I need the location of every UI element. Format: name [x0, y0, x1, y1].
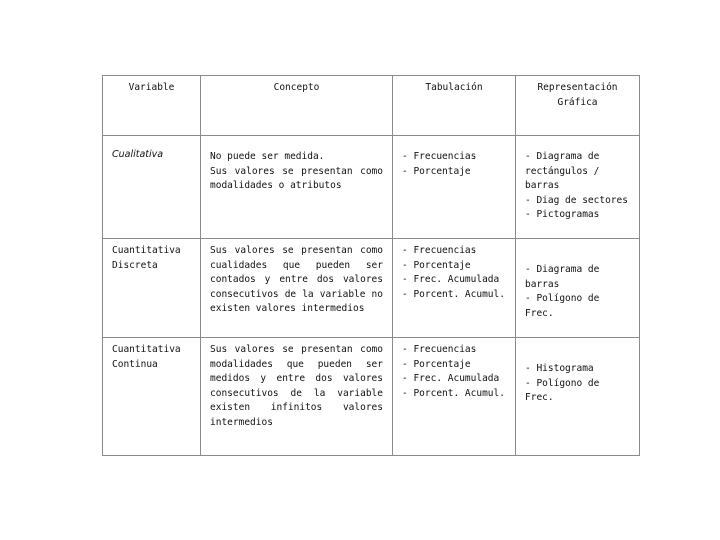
cell-representacion [516, 338, 640, 456]
representacion-item: - Pictogramas [525, 209, 600, 220]
tabulacion-item: - Porcentaje [402, 358, 471, 370]
concepto-line: No puede ser medida. [210, 151, 325, 162]
variable-types-table [102, 75, 640, 456]
table-row [103, 239, 640, 338]
tabulacion-item: - Porcent. Acumul. [402, 387, 505, 399]
header-representacion-line1: Representación [537, 82, 618, 93]
header-concepto: Concepto [201, 76, 393, 136]
cell-concepto [201, 136, 393, 239]
tabulacion-item: - Porcentaje [402, 165, 471, 177]
representacion-item: - Diag de sectores [525, 194, 628, 206]
cell-representacion [516, 136, 640, 239]
representacion-item: - Diagrama de rectángulos / barras [525, 151, 600, 191]
cell-variable: Cualitativa [103, 136, 201, 239]
representacion-item: - Diagrama de barras [525, 264, 600, 290]
tabulacion-item: - Frec. Acumulada [402, 373, 500, 384]
table-row [103, 136, 640, 239]
header-representacion [516, 76, 640, 136]
cell-variable: Cuantitativa Discreta [103, 239, 201, 338]
tabulacion-item: - Porcentaje [402, 259, 471, 271]
cell-tabulacion [393, 239, 516, 338]
representacion-item: - Polígono de Frec. [525, 293, 600, 319]
cell-variable: Cuantitativa Continua [103, 338, 201, 456]
cell-tabulacion [393, 338, 516, 456]
header-representacion-line2: Gráfica [557, 96, 598, 108]
table-row [103, 338, 640, 456]
representacion-item: - Histograma [525, 363, 594, 374]
cell-tabulacion [393, 136, 516, 239]
cell-concepto: Sus valores se presentan como cualidades que pueden ser contados y entre dos valores consecutivos de la variable no existen valores intermedios [201, 239, 393, 338]
cell-representacion [516, 239, 640, 338]
representacion-item: - Polígono de Frec. [525, 377, 600, 403]
tabulacion-item: - Frec. Acumulada [402, 274, 500, 285]
cell-concepto: Sus valores se presentan como modalidades que pueden ser medidos y entre dos valores consecutivos de la variable existen infinitos valores intermedios [201, 338, 393, 456]
header-tabulacion: Tabulación [393, 76, 516, 136]
tabulacion-item: - Frecuencias [402, 245, 477, 256]
concepto-line: Sus valores se presentan como modalidades o atributos [210, 165, 383, 191]
header-variable: Variable [103, 76, 201, 136]
tabulacion-item: - Porcent. Acumul. [402, 288, 505, 300]
tabulacion-item: - Frecuencias [402, 151, 477, 162]
tabulacion-item: - Frecuencias [402, 344, 477, 355]
table-header-row [103, 76, 640, 136]
